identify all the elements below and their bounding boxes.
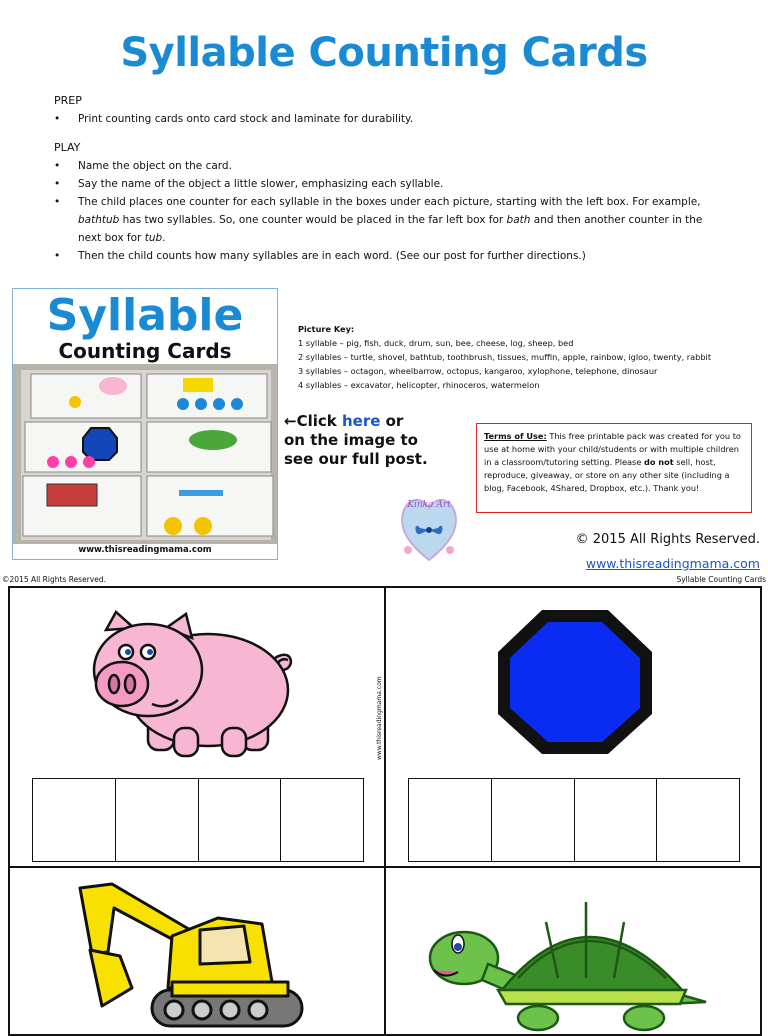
terms-label: Terms of Use: — [484, 431, 547, 441]
thumbnail-title-2: Counting Cards — [58, 339, 232, 363]
card-pig — [8, 586, 386, 868]
terms-of-use-box — [476, 423, 752, 513]
play-item-2: • Say the name of the object a little slower, emphasizing each syllable. — [54, 175, 714, 193]
play-heading: PLAY — [54, 141, 81, 154]
left-arrow-icon: ← — [284, 412, 297, 430]
card-excavator — [8, 866, 386, 1036]
thumbnail-photo — [13, 364, 277, 544]
click-line-2: on the image to — [284, 431, 418, 449]
syllable-box — [33, 779, 116, 861]
syllable-boxes — [408, 778, 740, 862]
syllable-box — [409, 779, 492, 861]
vertical-url: www.thisreadingmama.com — [376, 676, 383, 760]
play-item-3-text-c: has two syllables. So, one counter would be placed in the far left box for — [119, 214, 507, 226]
picture-key-line-2: 2 syllables – turtle, shovel, bathtub, toothbrush, tissues, muffin, apple, rainbow, igloo, twenty, rabbit — [298, 352, 712, 362]
click-pre-text: Click — [296, 412, 342, 430]
turtle-icon — [428, 894, 718, 1034]
syllable-box — [116, 779, 199, 861]
play-item-3-text-a: The child places one counter for each syllable in the boxes under each picture, starting with the left box. For example, — [78, 196, 701, 208]
prep-heading: PREP — [54, 94, 82, 107]
page-title: Syllable Counting Cards — [120, 30, 648, 76]
play-item-3-text-g: . — [162, 232, 166, 244]
kinka-art-logo-text: Kinka Art — [407, 500, 451, 510]
excavator-icon — [72, 878, 322, 1028]
click-post-text: or — [380, 412, 404, 430]
thumbnail-url: www.thisreadingmama.com — [78, 545, 212, 555]
play-item-4: • Then the child counts how many syllables are in each word. (See our post for further directions.) — [54, 247, 714, 265]
post-thumbnail-image[interactable] — [12, 288, 278, 560]
syllable-box — [575, 779, 658, 861]
picture-key-line-3: 3 syllables – octagon, wheelbarrow, octopus, kangaroo, xylophone, telephone, dinosaur — [298, 366, 658, 376]
pig-icon — [82, 604, 302, 764]
play-item-3-bathtub: bathtub — [78, 214, 120, 226]
picture-key-line-1: 1 syllable – pig, fish, duck, drum, sun, bee, cheese, log, sheep, bed — [298, 338, 574, 348]
syllable-box — [492, 779, 575, 861]
card-octagon — [384, 586, 762, 868]
play-item-1: • Name the object on the card. — [54, 157, 714, 175]
syllable-box — [281, 779, 363, 861]
click-line-3: see our full post. — [284, 450, 428, 468]
click-here-note — [284, 412, 428, 469]
syllable-boxes — [32, 778, 364, 862]
prep-item: • Print counting cards onto card stock and laminate for durability. — [54, 110, 714, 128]
card-turtle — [384, 866, 762, 1036]
here-link[interactable]: here — [341, 412, 381, 430]
footer-right: Syllable Counting Cards — [676, 575, 766, 584]
copyright-text: © 2015 All Rights Reserved. — [575, 532, 760, 547]
octagon-icon — [494, 606, 656, 758]
play-item-3 — [54, 193, 714, 247]
syllable-box — [657, 779, 739, 861]
terms-bold: do not — [643, 457, 674, 467]
prep-list — [54, 110, 714, 128]
play-item-3-text-e: and then another counter in the next box for — [78, 214, 703, 244]
play-list — [54, 157, 714, 265]
picture-key-heading: Picture Key: — [298, 324, 355, 334]
syllable-box — [199, 779, 282, 861]
thumbnail-title-1: Syllable — [46, 290, 244, 341]
terms-text-b: sell, host, reproduce, giveaway, or store on any other site (including a blog, Facebook, 4Shared, Dropbox, etc.). Thank you! — [484, 457, 730, 493]
play-item-3-bath: bath — [506, 214, 531, 226]
website-link[interactable]: www.thisreadingmama.com — [585, 556, 760, 571]
footer-left: ©2015 All Rights Reserved. — [2, 575, 106, 584]
terms-text-a: This free printable pack was created for you to use at home with your child/students or with multiple children in a classroom/tutoring setting. Please — [484, 431, 741, 467]
picture-key-line-4: 4 syllables – excavator, helicopter, rhinoceros, watermelon — [298, 380, 540, 390]
picture-key — [298, 322, 758, 392]
play-item-3-tub: tub — [144, 232, 163, 244]
